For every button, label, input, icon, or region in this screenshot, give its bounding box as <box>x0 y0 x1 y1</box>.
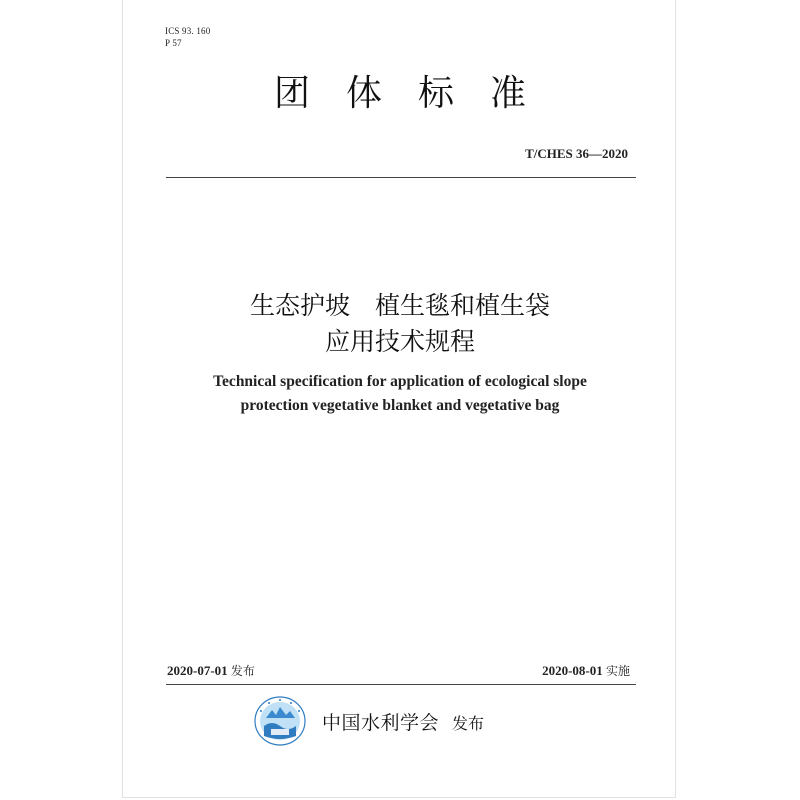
publish-date-label: 发布 <box>230 664 255 678</box>
ccs-code: P 57 <box>165 38 182 48</box>
title-chinese-line2: 应用技术规程 <box>324 327 475 356</box>
ics-code: ICS 93. 160 <box>165 26 211 36</box>
top-divider <box>166 177 636 178</box>
publish-date-value: 2020-07-01 <box>167 663 228 678</box>
effective-date-value: 2020-08-01 <box>542 663 603 678</box>
title-english-line2: protection vegetative blanket and vegetative bag <box>240 397 560 414</box>
publisher-block <box>0 696 800 746</box>
publisher-name: 中国水利学会 <box>322 712 440 734</box>
publisher-action: 发布 <box>452 714 485 733</box>
title-english-line1: Technical specification for application of ecological slope <box>213 373 587 390</box>
society-logo-icon <box>254 696 306 746</box>
standard-number: T/CHES 36—2020 <box>525 146 628 161</box>
standard-type-heading: 团体标准 <box>273 73 562 114</box>
effective-date-label: 实施 <box>605 664 630 678</box>
title-chinese-line1: 生态护坡 植生毯和植生袋 <box>249 291 550 320</box>
bottom-divider <box>166 684 636 685</box>
effective-date <box>542 662 630 679</box>
publish-date <box>167 662 255 679</box>
classification-codes <box>165 26 210 50</box>
